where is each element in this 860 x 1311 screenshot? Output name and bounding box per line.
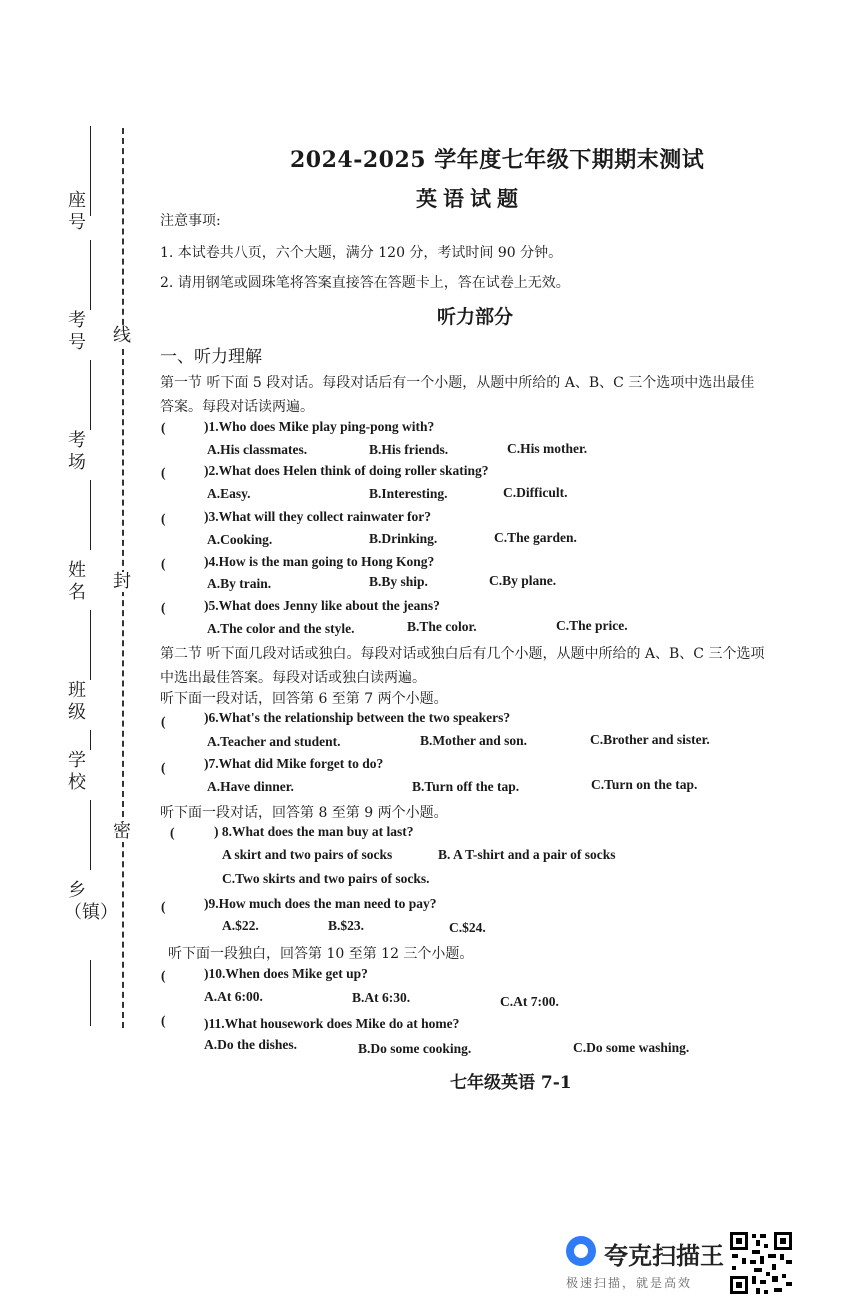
q8-text: ) 8.What does the man buy at last? — [214, 824, 414, 839]
q3-option-b: B.Drinking. — [369, 531, 438, 546]
q3-paren: ( — [161, 511, 166, 526]
label-exam-room: 考场 — [68, 430, 86, 473]
q11-paren: ( — [161, 1013, 166, 1028]
q6-option-c: C.Brother and sister. — [590, 732, 710, 747]
seal-char-seal: 封 — [110, 572, 134, 592]
q1-option-c: C.His mother. — [507, 441, 588, 456]
q1-text: )1.Who does Mike play ping-pong with? — [204, 419, 435, 434]
q5-paren: ( — [161, 600, 166, 615]
q11-option-c: C.Do some washing. — [573, 1040, 690, 1055]
q1-option-a: A.His classmates. — [207, 442, 308, 457]
section2-instruction-line1: 第二节 听下面几段对话或独白。每段对话或独白后有几个小题，从题中所给的 A、B、C 三个选项 — [160, 646, 765, 662]
school-line — [90, 730, 91, 750]
label-class: 班级 — [68, 680, 86, 723]
q6-option-a: A.Teacher and student. — [207, 734, 341, 749]
q3-text: )3.What will they collect rainwater for? — [204, 509, 431, 524]
part-one-title: 一、听力理解 — [160, 347, 262, 367]
q5-option-b: B.The color. — [407, 619, 477, 634]
q7-option-b: B.Turn off the tap. — [412, 779, 520, 794]
q5-option-a: A.The color and the style. — [207, 621, 355, 636]
q8-option-b: B. A T-shirt and a pair of socks — [438, 847, 616, 862]
q8-paren: ( — [170, 825, 175, 840]
q1-paren: ( — [161, 420, 166, 435]
q10-option-a: A.At 6:00. — [204, 989, 263, 1004]
q11-option-a: A.Do the dishes. — [204, 1037, 298, 1052]
q3-option-a: A.Cooking. — [207, 532, 273, 547]
subsection-instruction-2: 听下面一段对话，回答第 8 至第 9 两个小题。 — [160, 805, 448, 821]
page-title: 2024-2025 学年度七年级下期期末测试 — [290, 147, 705, 173]
q2-option-a: A.Easy. — [207, 486, 251, 501]
q10-text: )10.When does Mike get up? — [204, 966, 368, 981]
name-line — [90, 480, 91, 550]
q4-option-c: C.By plane. — [489, 573, 557, 588]
label-name: 姓名 — [68, 560, 86, 603]
quark-logo-icon — [566, 1236, 596, 1266]
q11-text: )11.What housework does Mike do at home? — [204, 1016, 460, 1031]
notice-item-2: 2. 请用钢笔或圆珠笔将答案直接答在答题卡上，答在试卷上无效。 — [160, 275, 570, 291]
subsection-instruction-3: 听下面一段独白，回答第 10 至第 12 三个小题。 — [168, 946, 474, 962]
q2-option-c: C.Difficult. — [503, 485, 568, 500]
page-footer: 七年级英语 7-1 — [450, 1073, 572, 1093]
q7-text: )7.What did Mike forget to do? — [204, 756, 384, 771]
q7-option-c: C.Turn on the tap. — [591, 777, 698, 792]
listening-section-title: 听力部分 — [437, 306, 514, 328]
q10-option-b: B.At 6:30. — [352, 990, 411, 1005]
q5-option-c: C.The price. — [556, 618, 628, 633]
q9-text: )9.How much does the man need to pay? — [204, 896, 437, 911]
subsection-instruction-1: 听下面一段对话，回答第 6 至第 7 两个小题。 — [160, 691, 448, 707]
q2-option-b: B.Interesting. — [369, 486, 448, 501]
qr-code-icon — [728, 1230, 794, 1296]
q10-option-c: C.At 7:00. — [500, 994, 559, 1009]
section1-instruction-line1: 第一节 听下面 5 段对话。每段对话后有一个小题，从题中所给的 A、B、C 三个选项中选出最佳 — [160, 375, 755, 391]
q9-option-a: A.$22. — [222, 918, 259, 933]
watermark-app-name: 夸克扫描王 — [604, 1242, 724, 1270]
page-subtitle: 英语试题 — [416, 186, 524, 211]
seat-number-line — [90, 126, 91, 216]
q9-option-c: C.$24. — [449, 920, 486, 935]
q6-paren: ( — [161, 714, 166, 729]
q4-paren: ( — [161, 556, 166, 571]
q5-text: )5.What does Jenny like about the jeans? — [204, 598, 440, 613]
exam-number-line — [90, 240, 91, 310]
section2-instruction-line2: 中选出最佳答案。每段对话或独白读两遍。 — [160, 670, 426, 686]
q4-option-b: B.By ship. — [369, 574, 428, 589]
q7-option-a: A.Have dinner. — [207, 779, 294, 794]
q11-option-b: B.Do some cooking. — [358, 1041, 472, 1056]
q9-paren: ( — [161, 899, 166, 914]
label-seat-number: 座号 — [68, 190, 86, 233]
town-line-top — [90, 800, 91, 870]
q6-text: )6.What's the relationship between the two speakers? — [204, 710, 511, 725]
q4-text: )4.How is the man going to Hong Kong? — [204, 554, 435, 569]
q4-option-a: A.By train. — [207, 576, 272, 591]
watermark-slogan: 极速扫描，就是高效 — [566, 1276, 693, 1290]
label-exam-number: 考号 — [68, 310, 86, 353]
label-school: 学校 — [68, 750, 86, 793]
q2-text: )2.What does Helen think of doing roller skating? — [204, 463, 489, 478]
q8-option-a: A skirt and two pairs of socks — [222, 847, 393, 862]
q1-option-b: B.His friends. — [369, 442, 449, 457]
seal-char-line: 线 — [110, 326, 134, 346]
exam-room-line — [90, 360, 91, 430]
town-line-bottom — [90, 960, 91, 1026]
q9-option-b: B.$23. — [328, 918, 365, 933]
q3-option-c: C.The garden. — [494, 530, 577, 545]
class-line — [90, 610, 91, 680]
q6-option-b: B.Mother and son. — [420, 733, 528, 748]
seal-char-secret: 密 — [110, 822, 134, 842]
notice-heading: 注意事项: — [160, 213, 221, 229]
notice-item-1: 1. 本试卷共八页，六个大题，满分 120 分，考试时间 90 分钟。 — [160, 245, 563, 261]
label-town: 乡（镇） — [64, 880, 118, 923]
section1-instruction-line2: 答案。每段对话读两遍。 — [160, 399, 314, 415]
q2-paren: ( — [161, 465, 166, 480]
q8-option-c: C.Two skirts and two pairs of socks. — [222, 871, 430, 886]
q10-paren: ( — [161, 968, 166, 983]
q7-paren: ( — [161, 760, 166, 775]
